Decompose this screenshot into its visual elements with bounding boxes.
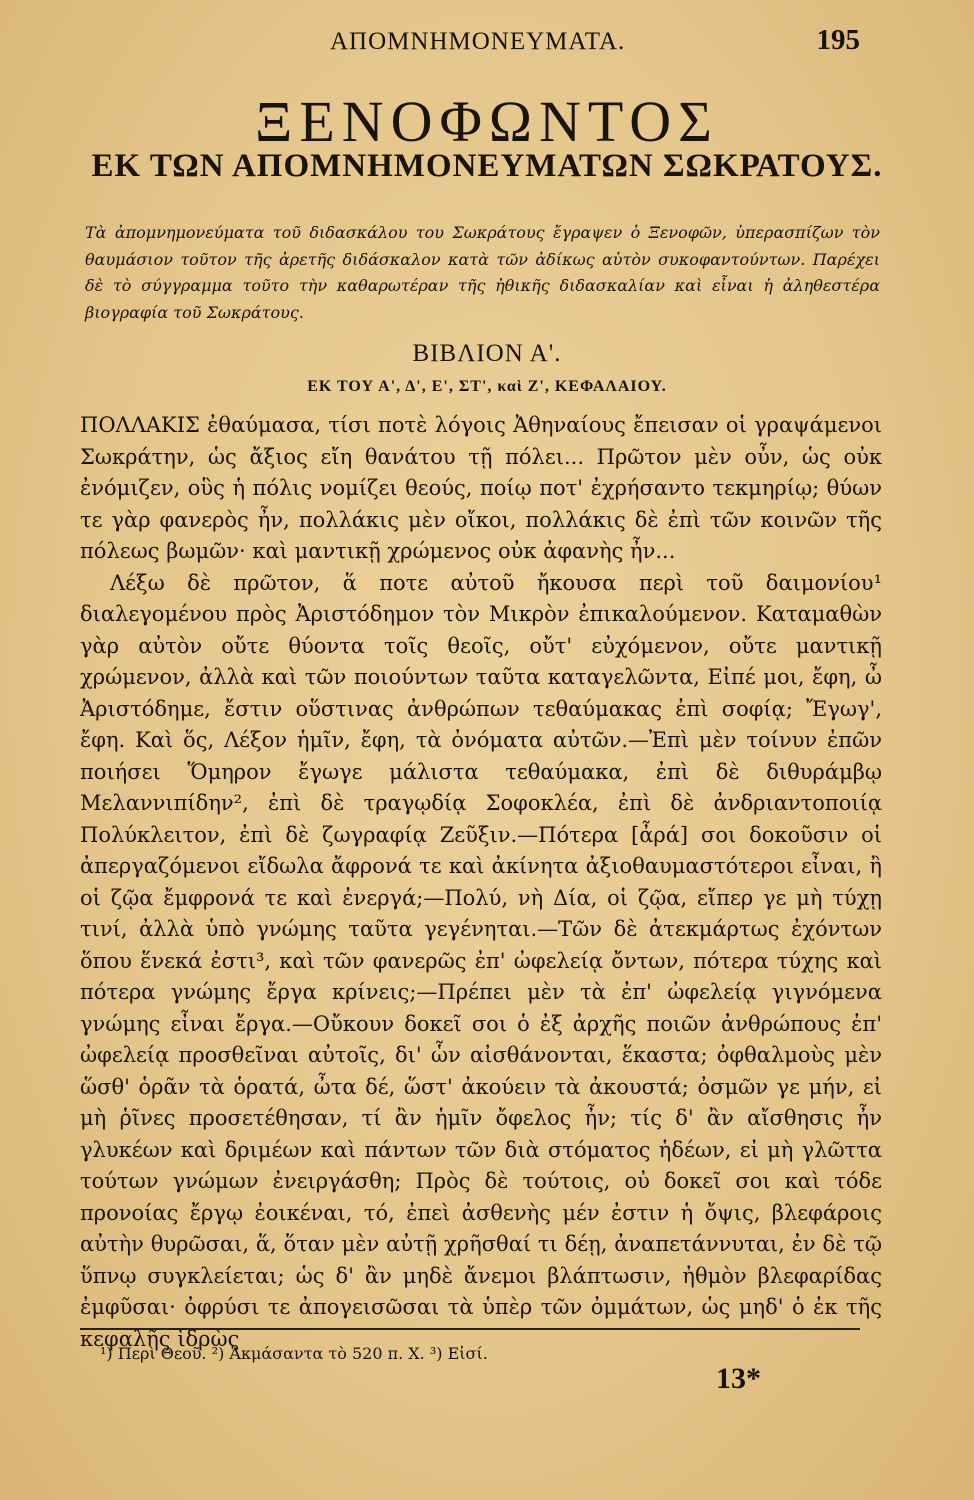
page-number: 195: [816, 24, 860, 56]
running-title: ΑΠΟΜΝΗΜΟΝΕΥΜΑΤΑ.: [330, 28, 626, 55]
body-paragraph-1: ΠΟΛΛΑΚΙΣ ἐθαύμασα, τίσι ποτὲ λόγοις Ἀθηναίους ἔπεισαν οἱ γραψάμενοι Σωκράτην, ὡς ἄξιος εἴη θανάτου τῇ πόλει... Πρῶτον μὲν οὖν, ὡς οὐκ ἐνόμιζεν, οὓς ἡ πόλις νομίζει θεούς, ποίῳ ποτ' ἐχρήσαντο τεκμηρίῳ; θύων τε γὰρ φανερὸς ἦν, πολλάκις μὲν οἴκοι, πολλάκις δὲ ἐπὶ τῶν κοινῶν τῆς πόλεως βωμῶν· καὶ μαντικῇ χρώμενος οὐκ ἀφανὴς ἦν...: [80, 413, 882, 563]
book-title: ΒΙΒΛΙΟΝ Α'.: [412, 340, 562, 367]
main-title: ΞΕΝΟΦΩΝΤΟΣ: [255, 89, 719, 154]
running-header: [80, 22, 860, 62]
footnote-rule: [80, 1328, 860, 1330]
body-paragraph-2: Λέξω δὲ πρῶτον, ἅ ποτε αὐτοῦ ἤκουσα περὶ τοῦ δαιμονίου¹ διαλεγομένου πρὸς Ἀριστόδημον τὸν Μικρὸν ἐπικαλούμενον. Καταμαθὼν γὰρ αὐτὸν οὔτε θύοντα τοῖς θεοῖς, οὔτ' εὐχόμενον, οὔτε μαντικῇ χρώμενον, ἀλλὰ καὶ τῶν ποιούντων ταῦτα καταγελῶντα, Εἰπέ μοι, ἔφη, ὦ Ἀριστόδημε, ἔστιν οὕστινας ἀνθρώπων τεθαύμακας ἐπὶ σοφίᾳ; Ἔγωγ', ἔφη. Καὶ ὅς, Λέξον ἡμῖν, ἔφη, τὰ ὀνόματα αὐτῶν.—Ἐπὶ μὲν τοίνυν ἐπῶν ποιήσει Ὅμηρον ἔγωγε μάλιστα τεθαύμακα, ἐπὶ δὲ διθυράμβῳ Μελαννιπίδην², ἐπὶ δὲ τραγῳδίᾳ Σοφοκλέα, ἐπὶ δὲ ἀνδριαντοποιίᾳ Πολύκλειτον, ἐπὶ δὲ ζωγραφίᾳ Ζεῦξιν.—Πότερα [ἆρά] σοι δοκοῦσιν οἱ ἀπεργαζόμενοι εἴδωλα ἄφρονά τε καὶ ἀκίνητα ἀξιοθαυμαστότεροι εἶναι, ἢ οἱ ζῷα ἔμφρονά τε καὶ ἐνεργά;—Πολύ, νὴ Δία, οἱ ζῷα, εἴπερ γε μὴ τύχῃ τινί, ἀλλὰ ὑπὸ γνώμης ταῦτα γεγένηται.—Τῶν δὲ ἀτεκμάρτως ἐχόντων ὅπου ἕνεκά ἐστι³, καὶ τῶν φανερῶς ἐπ' ὠφελείᾳ ὄντων, πότερα τύχης καὶ πότερα γνώμης ἔργα κρίνεις;—Πρέπει μὲν τὰ ἐπ' ὠφελείᾳ γιγνόμενα γνώμης εἶναι ἔργα.—Οὔκουν δοκεῖ σοι ὁ ἐξ ἀρχῆς ποιῶν ἀνθρώπους ἐπ' ὠφελείᾳ προσθεῖναι αὐτοῖς, δι' ὧν αἰσθάνονται, ἕκαστα; ὀφθαλμοὺς μὲν ὥσθ' ὁρᾶν τὰ ὁρατά, ὦτα δέ, ὥστ' ἀκούειν τὰ ἀκουστά; ὀσμῶν γε μήν, εἰ μὴ ῥῖνες προσετέθησαν, τί ἂν ἡμῖν ὄφελος ἦν; τίς δ' ἂν αἴσθησις ἦν γλυκέων καὶ δριμέων καὶ πάντων τῶν διὰ στόματος ἡδέων, εἰ μὴ γλῶττα τούτων γνώμων ἐνειργάσθη; Πρὸς δὲ τούτοις, οὐ δοκεῖ σοι καὶ τόδε προνοίας ἔργῳ ἐοικέναι, τό, ἐπεὶ ἀσθενὴς μέν ἐστιν ἡ ὄψις, βλεφάροις αὐτὴν θυρῶσαι, ἅ, ὅταν μὲν αὐτῇ χρῆσθαί τι δέῃ, ἀναπετάννυται, ἐν δὲ τῷ ὕπνῳ συγκλείεται; ὡς δ' ἂν μηδὲ ἄνεμοι βλάπτωσιν, ἠθμὸν βλεφαρίδας ἐμφῦσαι· ὀφρύσι τε ἀπογεισῶσαι τὰ ὑπὲρ τῶν ὀμμάτων, ὡς μηδ' ὁ ἐκ τῆς κεφαλῆς ἱδρὼς: [80, 570, 882, 1351]
sub-title: ΕΚ ΤΩΝ ΑΠΟΜΝΗΜΟΝΕΥΜΑΤΩΝ ΣΩΚΡΑΤΟΥΣ.: [91, 148, 883, 184]
chapters-heading: ΕΚ ΤΟΥ Α', Δ', Ε', ΣΤ', καὶ Ζ', ΚΕΦΑΛΑΙΟΥ.: [307, 378, 667, 395]
footnotes: ¹) Περὶ Θεοῦ. ²) Ἀκμάσαντα τὸ 520 π. Χ. ³) Εἰσί.: [100, 1344, 488, 1363]
signature-mark: 13*: [716, 1362, 761, 1395]
body-text: [80, 410, 882, 1355]
intro-paragraph: Τὰ ἀπομνημονεύματα τοῦ διδασκάλου του Σωκράτους ἔγραψεν ὁ Ξενοφῶν, ὑπερασπίζων τὸν θαυμάσιον τοῦτον τῆς ἀρετῆς διδάσκαλον κατὰ τῶν ἀδίκως αὐτὸν συκοφαντούντων. Παρέχει δὲ τὸ σύγγραμμα τοῦτο τὴν καθαρωτέραν τῆς ἠθικῆς διδασκαλίαν καὶ εἶναι ἡ ἀληθεστέρα βιογραφία τοῦ Σωκράτους.: [85, 223, 880, 322]
